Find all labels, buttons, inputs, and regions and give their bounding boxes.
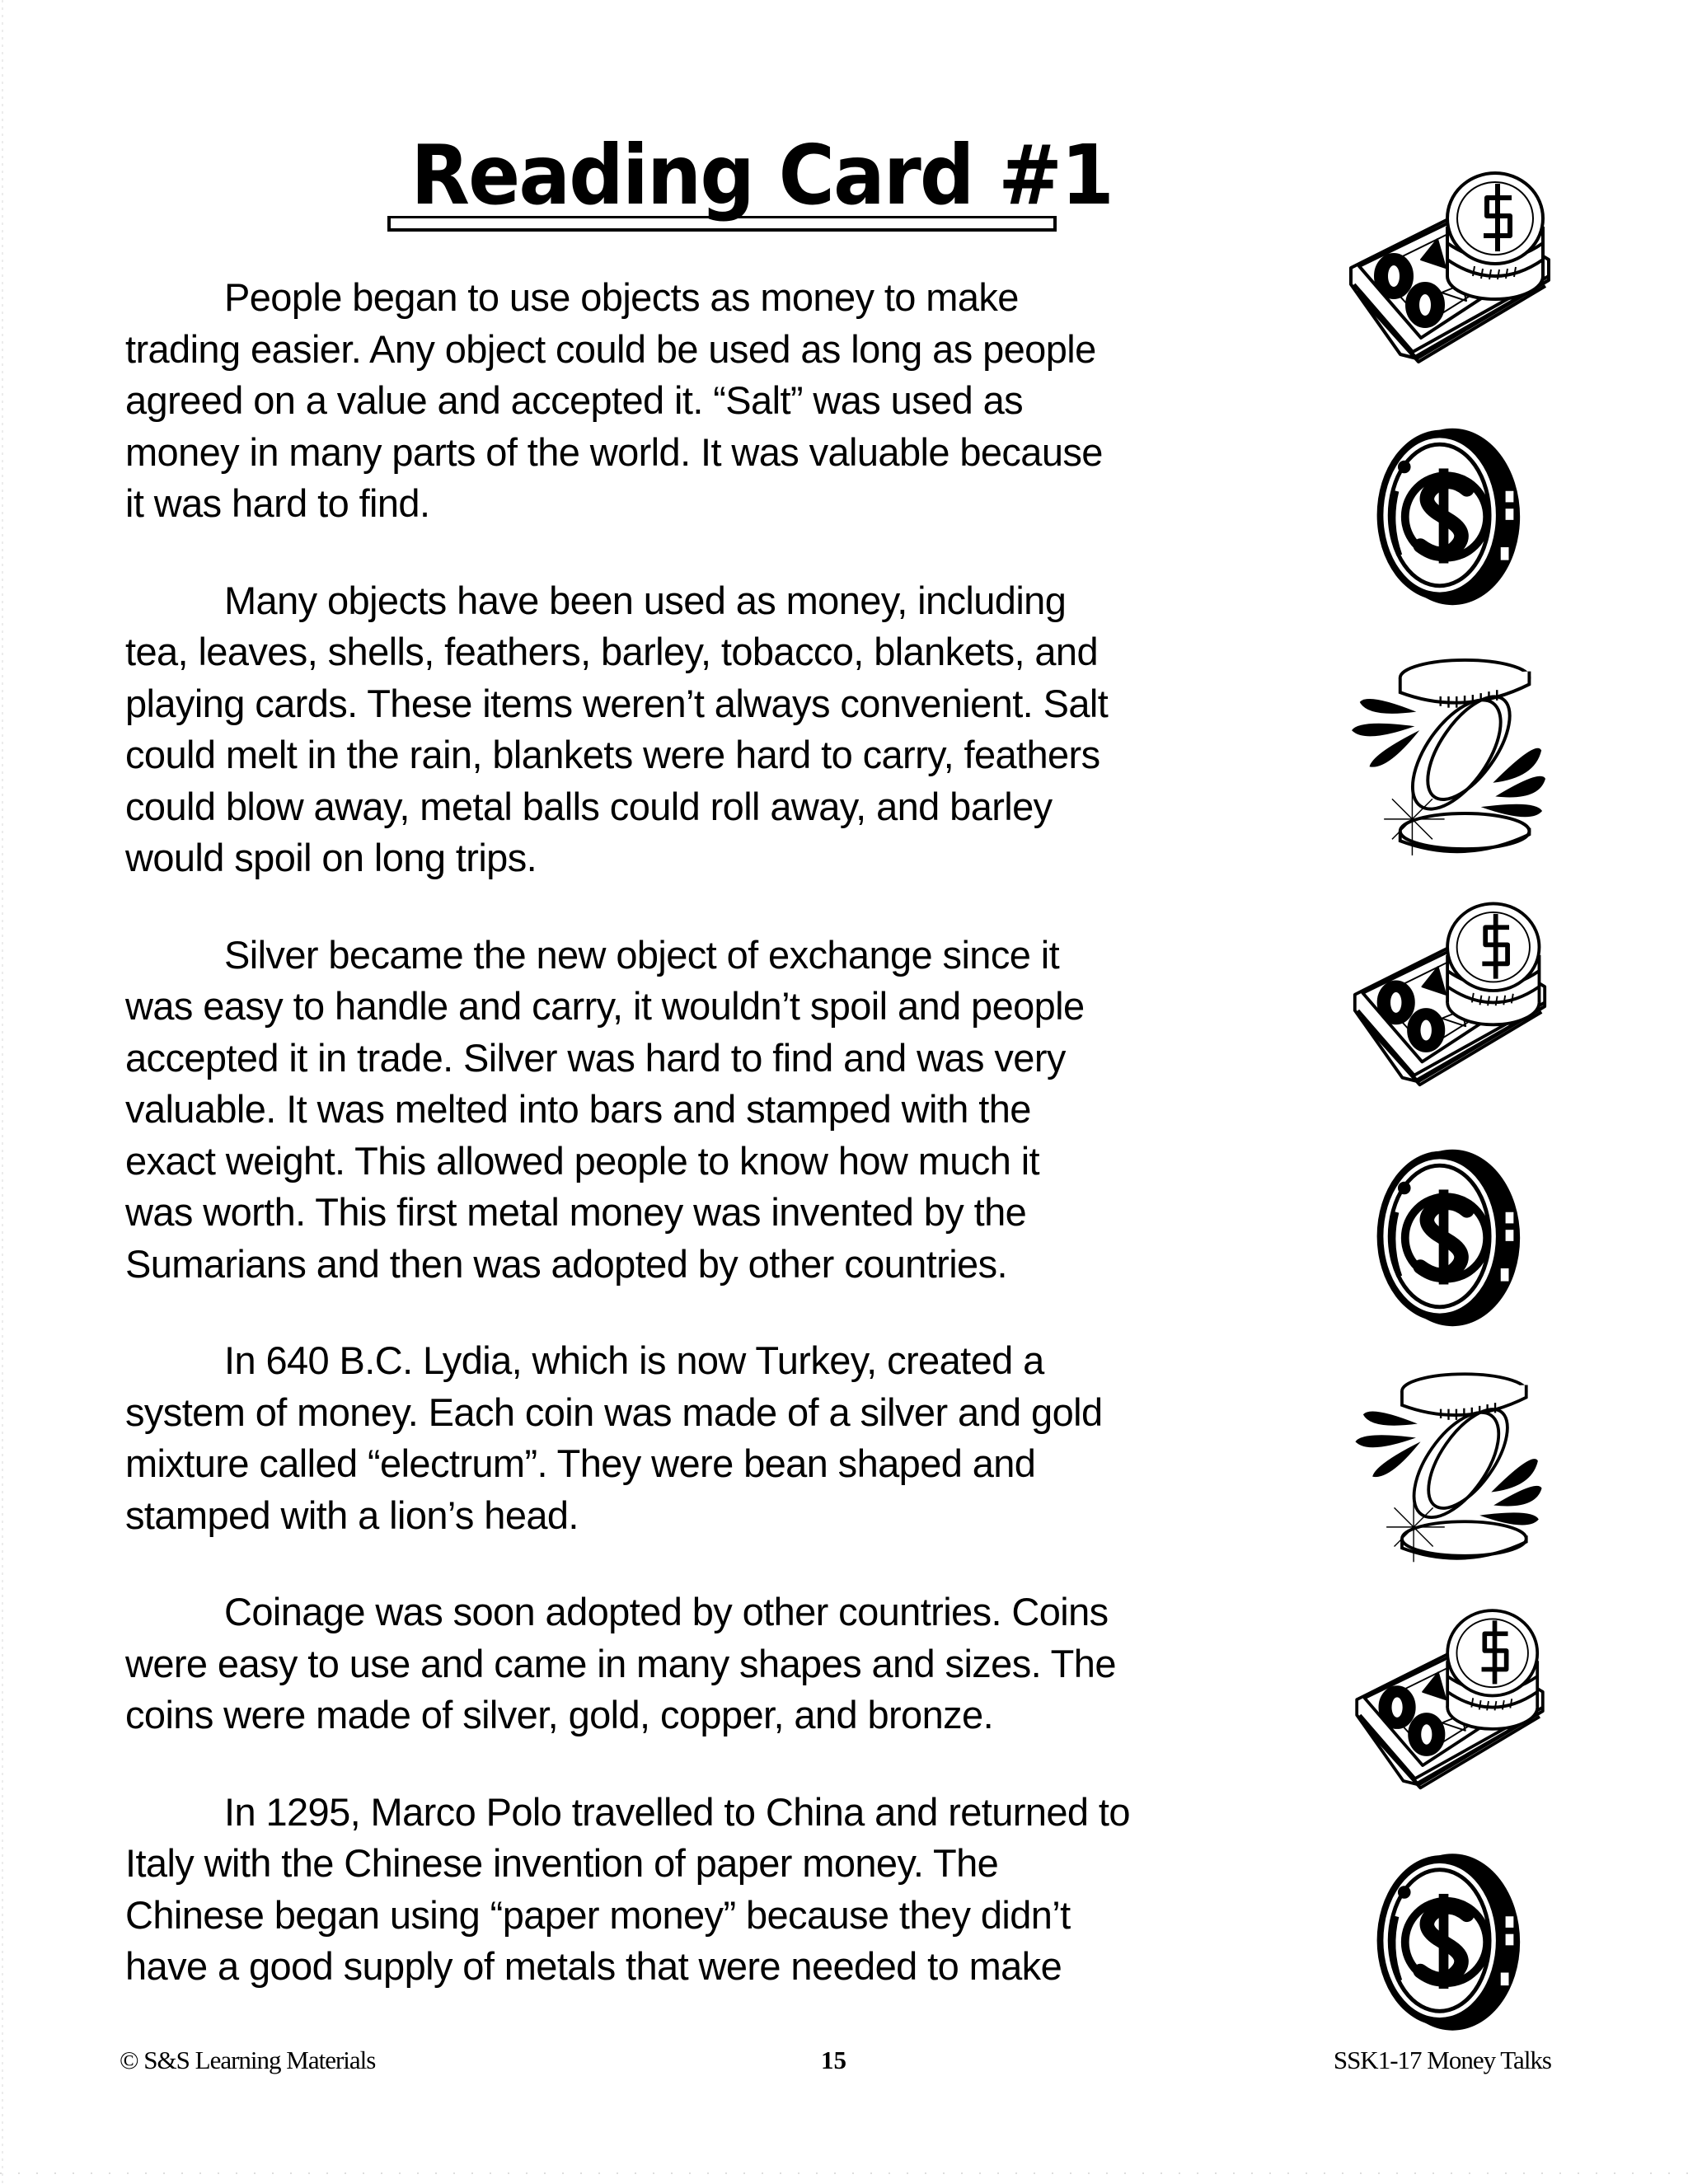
coins-on-cash-icon — [1342, 892, 1558, 1090]
scan-bottom-artifact — [0, 2172, 1688, 2174]
dollar-coin-icon — [1364, 416, 1525, 614]
text-line: were easy to use and came in many shapes and sizes. The — [125, 1641, 1116, 1685]
text-line: exact weight. This allowed people to know how much it — [125, 1138, 1040, 1183]
text-line: was easy to handle and carry, it wouldn’t spoil and people — [125, 984, 1085, 1028]
text-line: trading easier. Any object could be used as long as people — [125, 326, 1096, 371]
text-line: Many objects have been used as money, including — [224, 578, 1067, 622]
text-line: system of money. Each coin was made of a silver and gold — [125, 1390, 1103, 1434]
text-line: People began to use objects as money to make — [224, 275, 1019, 319]
text-line: would spoil on long trips. — [125, 836, 537, 879]
text-line: have a good supply of metals that were needed to make — [125, 1944, 1062, 1988]
page-number: 15 — [821, 2046, 846, 2074]
scan-edge-artifact — [2, 0, 3, 2184]
page-footer — [0, 2044, 1688, 2077]
text-line: Silver became the new object of exchange since it — [224, 932, 1060, 977]
text-line: valuable. It was melted into bars and stamped with the — [125, 1087, 1031, 1131]
text-line: it was hard to find. — [125, 481, 430, 525]
text-line: Coinage was soon adopted by other countries. Coins — [224, 1590, 1109, 1633]
text-line: was worth. This first metal money was invented by the — [125, 1190, 1027, 1234]
text-line: In 1295, Marco Polo travelled to China and returned to — [224, 1789, 1130, 1834]
text-line: tea, leaves, shells, feathers, barley, tobacco, blankets, and — [125, 630, 1099, 673]
flying-coins-icon — [1352, 1364, 1545, 1566]
text-line: Italy with the Chinese invention of paper money. The — [125, 1841, 999, 1885]
flying-coins-icon — [1352, 649, 1545, 860]
text-line: accepted it in trade. Silver was hard to find and was very — [125, 1035, 1066, 1080]
coins-on-cash-icon — [1342, 161, 1558, 367]
reading-body — [125, 272, 1329, 2038]
text-line: Sumarians and then was adopted by other countries. — [125, 1241, 1007, 1286]
paragraph-objects — [125, 575, 1329, 884]
text-line: agreed on a value and accepted it. “Salt” was used as — [125, 378, 1024, 422]
paragraph-coinage — [125, 1586, 1329, 1741]
text-line: stamped with a lion’s head. — [125, 1493, 579, 1537]
dollar-coin-icon — [1364, 1840, 1525, 2041]
book-code-title: SSK1-17 Money Talks — [1333, 2046, 1551, 2074]
copyright-text: © S&S Learning Materials — [120, 2046, 376, 2074]
text-line: money in many parts of the world. It was valuable because — [125, 429, 1103, 474]
text-line: playing cards. These items weren’t always convenient. Salt — [125, 681, 1109, 725]
dollar-coin-icon — [1364, 1137, 1525, 1335]
paragraph-salt — [125, 272, 1329, 530]
text-line: mixture called “electrum”. They were bean shaped and — [125, 1441, 1036, 1485]
text-line: In 640 B.C. Lydia, which is now Turkey, created a — [224, 1338, 1044, 1382]
paragraph-lydia — [125, 1335, 1329, 1541]
text-line: Chinese began using “paper money” because they didn’t — [125, 1892, 1071, 1937]
text-line: coins were made of silver, gold, copper, and bronze. — [125, 1693, 994, 1736]
paragraph-silver — [125, 930, 1329, 1291]
paragraph-marco-polo — [125, 1787, 1329, 1993]
text-line: could melt in the rain, blankets were hard to carry, feathers — [125, 733, 1100, 776]
coins-on-cash-icon — [1342, 1599, 1558, 1793]
page-title: Reading Card #1 — [410, 127, 1114, 223]
text-line: could blow away, metal balls could roll away, and barley — [125, 784, 1053, 828]
